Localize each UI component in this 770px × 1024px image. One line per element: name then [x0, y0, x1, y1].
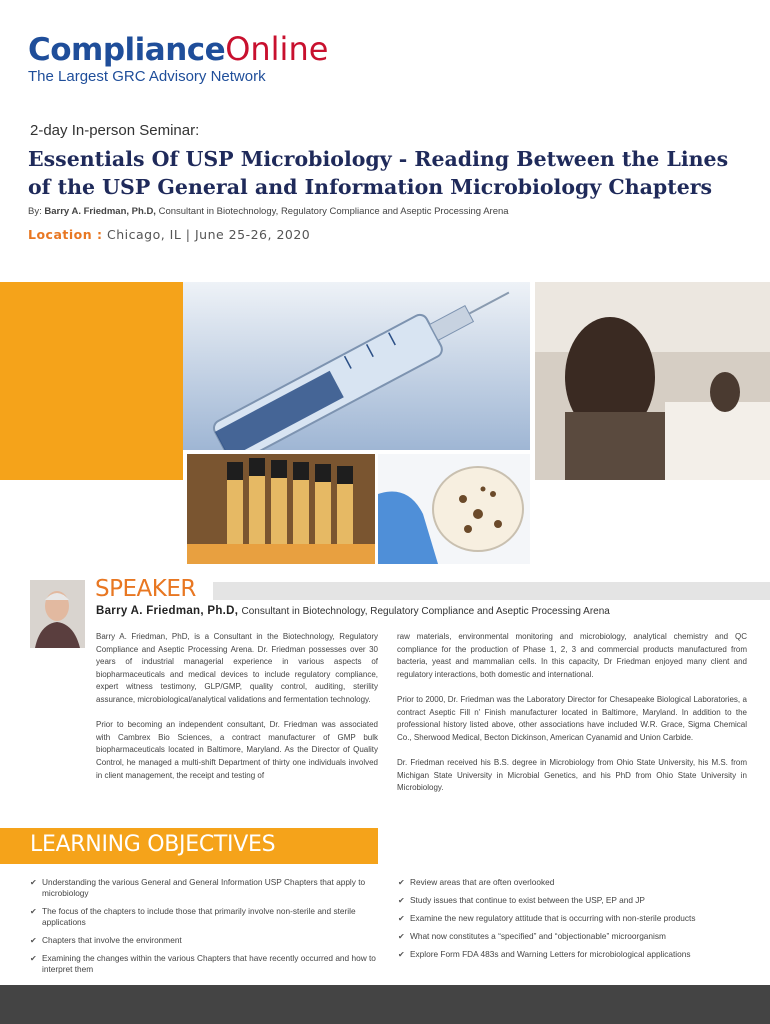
logo-thin-text: nline	[250, 30, 329, 68]
petri-dish-photo	[378, 454, 530, 564]
byline	[28, 206, 509, 217]
list-item: ✔ Chapters that involve the environment	[30, 935, 182, 945]
speaker-credentials: Consultant in Biotechnology, Regulatory Compliance and Aseptic Processing Arena	[241, 606, 610, 617]
checkmark-icon: ✔	[30, 954, 37, 963]
checkmark-icon: ✔	[398, 878, 405, 887]
list-item: ✔ Examining the changes within the various Chapters that have recently occurred and how to interpret them	[30, 953, 376, 974]
checkmark-icon: ✔	[30, 936, 37, 945]
list-item: ✔ Examine the new regulatory attitude that is occurring with non-sterile products	[398, 913, 696, 923]
byline-label: By:	[28, 206, 42, 217]
checkmark-icon: ✔	[398, 896, 405, 905]
checkmark-icon: ✔	[398, 932, 405, 941]
checkmark-icon: ✔	[30, 878, 37, 887]
speaker-name: Barry A. Friedman, Ph.D,	[96, 605, 239, 617]
byline-name: Barry A. Friedman, Ph.D,	[44, 206, 156, 217]
test-tubes-photo	[187, 454, 375, 564]
bio-paragraph: Barry A. Friedman, PhD, is a Consultant in the Biotechnology, Regulatory Compliance and Aseptic Processing Arena. Dr. Friedman possesses over 30 years of industrial managerial experience in various aspects of biopharmaceuticals and medical devices to include regulatory compliance, expert witness testimony, GLP/GMP, quality control, auditing, sterility assurance, microbiological/analytical validations and fermentation technology.	[96, 632, 378, 704]
location-label: Location :	[28, 227, 103, 242]
speaker-heading-bar	[213, 582, 770, 600]
seminar-title: Essentials Of USP Microbiology - Reading Between the Lines of the USP General and Information Microbiology Chapters	[28, 147, 729, 199]
checkmark-icon: ✔	[30, 907, 37, 916]
byline-credentials: Consultant in Biotechnology, Regulatory Compliance and Aseptic Processing Arena	[158, 206, 509, 217]
speaker-heading: SPEAKER	[95, 576, 196, 602]
objectives-list-left	[30, 877, 390, 982]
footer-bar	[0, 985, 770, 1024]
tagline: The Largest GRC Advisory Network	[28, 68, 266, 85]
location-value: Chicago, IL | June 25-26, 2020	[106, 227, 311, 242]
seminar-kind: 2-day In-person Seminar:	[30, 122, 200, 139]
bio-paragraph: raw materials, environmental monitoring and microbiology, analytical chemistry and QC compliance for the production of Phase 1, 2, 3 and commercial products manufactured from bacteria, yeast and mammalian cells. In this capacity, Dr Friedman enjoyed many client and regulatory interactions, both domestic and international.	[397, 632, 747, 679]
logo-bold-text: Compliance	[28, 32, 226, 68]
learning-objectives-heading: LEARNING OBJECTIVES	[30, 832, 276, 857]
compliance-online-logo	[28, 30, 328, 70]
objectives-list-right	[398, 877, 743, 967]
checkmark-icon: ✔	[398, 950, 405, 959]
list-item: ✔ Explore Form FDA 483s and Warning Letters for microbiological applications	[398, 949, 691, 959]
list-item: ✔ The focus of the chapters to include those that primarily involve non-sterile and sterile applications	[30, 906, 356, 927]
speaker-name-line	[96, 605, 610, 617]
location-line	[28, 227, 310, 242]
speaker-bio-left	[96, 631, 378, 795]
checkmark-icon: ✔	[398, 914, 405, 923]
list-item: ✔ What now constitutes a “specified” and “objectionable” microorganism	[398, 931, 666, 941]
list-item: ✔ Study issues that continue to exist between the USP, EP and JP	[398, 895, 645, 905]
list-item: ✔ Review areas that are often overlooked	[398, 877, 555, 887]
syringe-photo	[183, 282, 530, 450]
bio-paragraph: Prior to becoming an independent consultant, Dr. Friedman was associated with Cambrex Bio Sciences, a contract manufacturer of GMP bulk biopharmaceuticals located in Baltimore, Maryland. As the Director of Quality Control, he managed a multi-shift Department of thirty one individuals involved in client management, the receipt and testing of	[96, 720, 378, 780]
speaker-photo	[30, 580, 85, 648]
speaker-bio-right	[397, 631, 747, 807]
seminar-room-photo	[535, 282, 770, 480]
bio-paragraph: Prior to 2000, Dr. Friedman was the Laboratory Director for Chesapeake Biological Laboratories, a contract Aseptic Fill n' Finish manufacturer located in Baltimore, Maryland. In addition to the professional history listed above, other associations have included W.R. Grace, Sigma Chemical Co., Sherwood Medical, Becton Dickinson, American Cyanamid and Union Carbide.	[397, 694, 747, 742]
orange-accent-block	[0, 282, 183, 480]
logo-o-letter: O	[225, 30, 251, 68]
list-item: ✔ Understanding the various General and General Information USP Chapters that apply to microbiology	[30, 877, 366, 898]
bio-paragraph: Dr. Friedman received his B.S. degree in Microbiology from Ohio State University, his M.S. from Michigan State University in Microbial Genetics, and his PhD from Ohio State University in Microbiology.	[397, 757, 747, 793]
